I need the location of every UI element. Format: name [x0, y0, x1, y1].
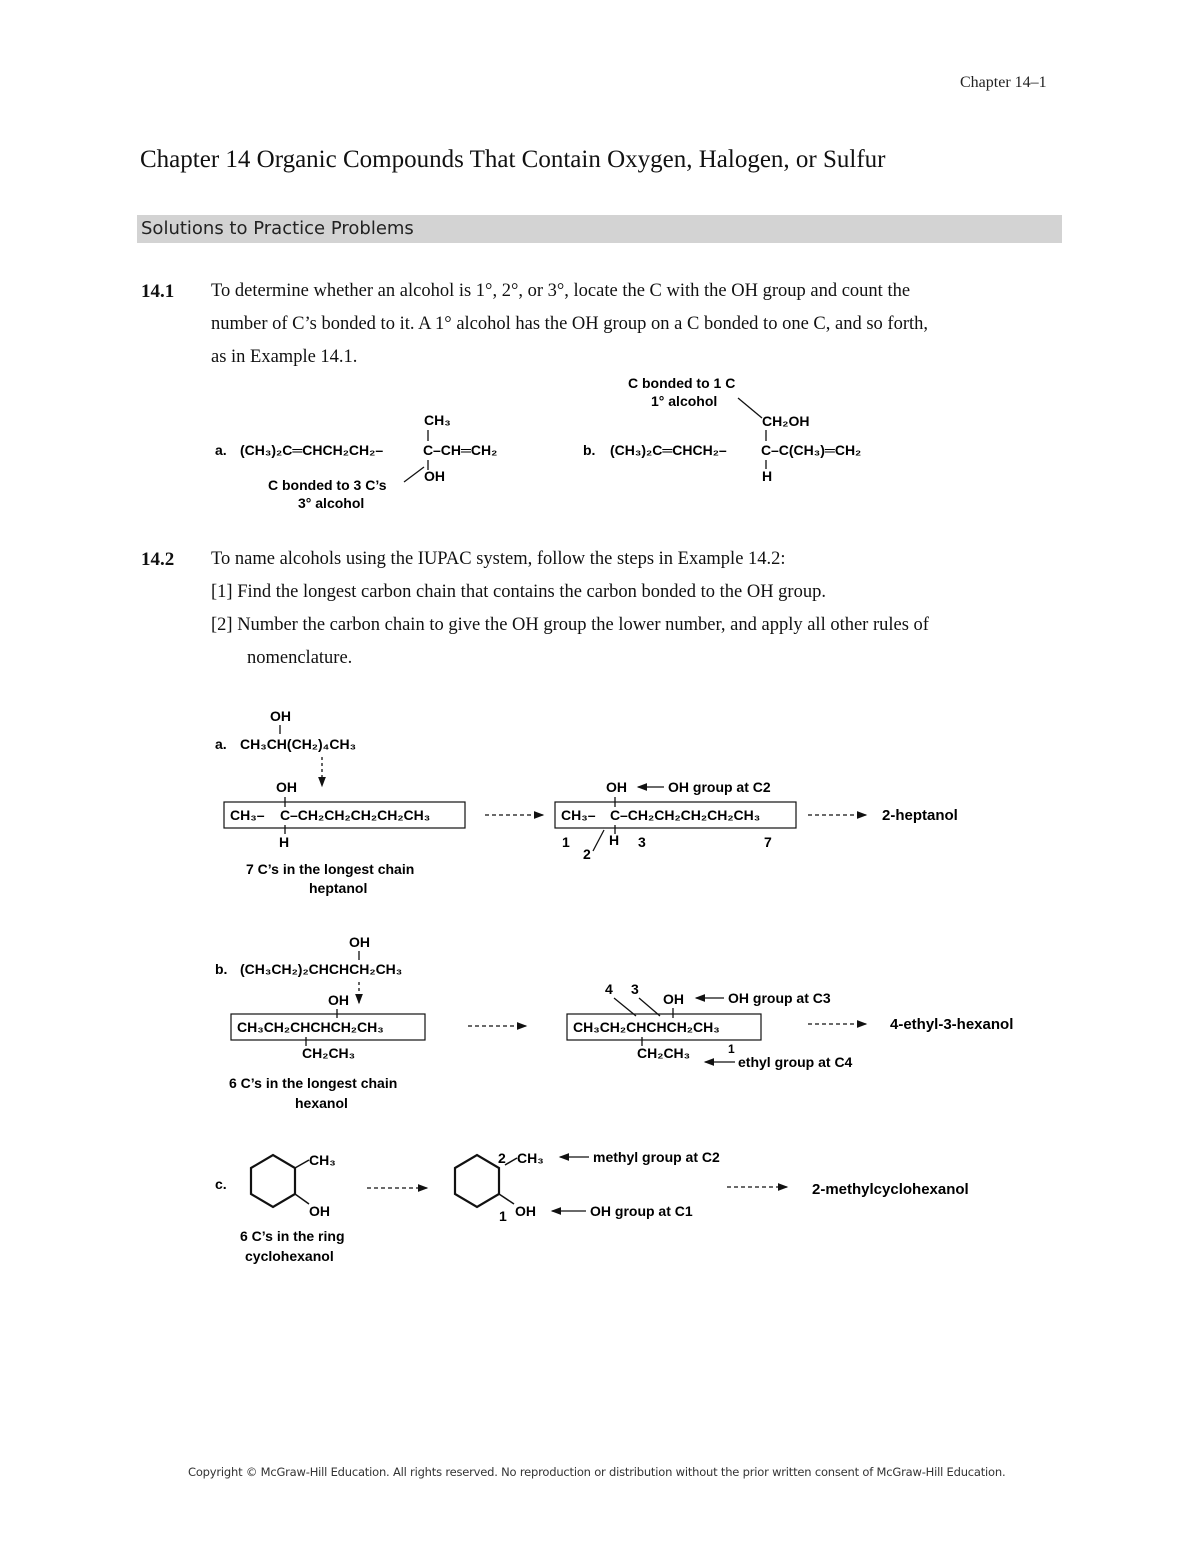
- annotation: C bonded to 3 C’s: [268, 477, 387, 493]
- pointer-line: [404, 467, 424, 482]
- cyclohexane-ring: [455, 1155, 499, 1207]
- formula-left: (CH₃)₂C═CHCH₂CH₂–: [240, 442, 384, 458]
- part-label: c.: [215, 1176, 227, 1192]
- cyclohexane-ring: [251, 1155, 295, 1207]
- pointer-line: [593, 830, 604, 851]
- figure-14-2-c: [215, 1149, 969, 1264]
- answer-name: 2-heptanol: [882, 807, 958, 824]
- substituent-oh: OH: [270, 708, 291, 724]
- annotation: 3° alcohol: [298, 495, 365, 511]
- box-formula-right: –CH₂CH₂CH₂CH₂CH₃: [290, 807, 431, 823]
- substituent-oh: OH: [663, 991, 684, 1007]
- chain-number: 4: [605, 981, 613, 997]
- hydroxyl-label: OH: [515, 1203, 536, 1219]
- substituent-bottom: OH: [424, 468, 445, 484]
- ring-number: 1: [499, 1208, 507, 1224]
- substituent-top: CH₃: [424, 412, 451, 428]
- paragraph-line: as in Example 14.1.: [211, 347, 358, 367]
- substituent-h: H: [279, 834, 290, 850]
- methyl-label: CH₃: [517, 1150, 544, 1166]
- annotation: ethyl group at C4: [738, 1054, 853, 1070]
- paragraph-line: [2] Number the carbon chain to give the OH group the lower number, and apply all other rules of: [211, 615, 929, 635]
- annotation: OH group at C2: [668, 779, 771, 795]
- figure-14-1-b: [583, 375, 861, 484]
- substituent-oh: OH: [328, 992, 349, 1008]
- part-label: a.: [215, 736, 227, 752]
- substituent-oh: OH: [276, 779, 297, 795]
- condensed-formula: (CH₃CH₂)₂CHCHCH₂CH₃: [240, 961, 403, 977]
- chain-number: 1: [562, 834, 570, 850]
- bond: [499, 1194, 514, 1204]
- section-title: Solutions to Practice Problems: [141, 218, 414, 239]
- substituent-bottom: H: [762, 468, 773, 484]
- substituent-oh: OH: [349, 934, 370, 950]
- copyright-footer: Copyright © McGraw-Hill Education. All rights reserved. No reproduction or distribution without the prior written consent of McGraw-Hill Education.: [188, 1465, 1006, 1479]
- box-formula: CH₃CH₂CHCHCH₂CH₃: [573, 1019, 720, 1035]
- branch-formula: CH₂CH₃: [637, 1045, 691, 1061]
- hydroxyl-label: OH: [309, 1203, 330, 1219]
- chain-number: 3: [631, 981, 639, 997]
- formula-right: –C(CH₃)═CH₂: [771, 442, 862, 458]
- figure-14-2-b: [215, 934, 1013, 1111]
- substituent-oh: OH: [606, 779, 627, 795]
- chain-number: 7: [764, 834, 772, 850]
- annotation: OH group at C1: [590, 1203, 693, 1219]
- part-label: b.: [583, 442, 596, 458]
- chain-number: 1: [728, 1042, 735, 1056]
- formula-left: (CH₃)₂C═CHCH₂–: [610, 442, 727, 458]
- chain-number: 3: [638, 834, 646, 850]
- box-formula-left: CH₃–: [230, 807, 265, 823]
- chain-number: 2: [583, 846, 591, 862]
- substituent-top: CH₂OH: [762, 413, 810, 429]
- paragraph-line: To name alcohols using the IUPAC system, follow the steps in Example 14.2:: [211, 549, 786, 569]
- annotation: 6 C’s in the longest chain: [229, 1075, 398, 1091]
- pointer-line: [614, 998, 636, 1016]
- figure-14-1-a: [215, 412, 497, 511]
- annotation: 6 C’s in the ring: [240, 1228, 345, 1244]
- condensed-formula: CH₃CH(CH₂)₄CH₃: [240, 736, 357, 752]
- pointer-line: [738, 398, 762, 418]
- problem-number: 14.1: [141, 281, 175, 302]
- annotation: heptanol: [309, 880, 368, 896]
- ring-number: 2: [498, 1150, 506, 1166]
- formula-right: –CH═CH₂: [433, 442, 498, 458]
- box-formula-left: CH₃–: [561, 807, 596, 823]
- box-formula-right: –CH₂CH₂CH₂CH₂CH₃: [620, 807, 761, 823]
- part-label: a.: [215, 442, 227, 458]
- paragraph-line: nomenclature.: [247, 648, 353, 668]
- annotation: 7 C’s in the longest chain: [246, 861, 415, 877]
- box-formula: CH₃CH₂CHCHCH₂CH₃: [237, 1019, 384, 1035]
- annotation: 1° alcohol: [651, 393, 718, 409]
- bond: [295, 1194, 309, 1204]
- annotation: OH group at C3: [728, 990, 831, 1006]
- answer-name: 4-ethyl-3-hexanol: [890, 1016, 1014, 1033]
- pointer-line: [639, 998, 660, 1016]
- annotation: hexanol: [295, 1095, 348, 1111]
- annotation: cyclohexanol: [245, 1248, 334, 1264]
- center-carbon: C: [423, 442, 434, 458]
- bond: [295, 1160, 309, 1168]
- annotation: methyl group at C2: [593, 1149, 720, 1165]
- paragraph-line: [1] Find the longest carbon chain that contains the carbon bonded to the OH group.: [211, 582, 826, 602]
- paragraph-line: number of C’s bonded to it. A 1° alcohol has the OH group on a C bonded to one C, and so forth,: [211, 314, 928, 334]
- paragraph-line: To determine whether an alcohol is 1°, 2°, or 3°, locate the C with the OH group and count the: [211, 281, 911, 301]
- answer-name: 2-methylcyclohexanol: [812, 1181, 969, 1198]
- bond: [505, 1158, 517, 1165]
- branch-formula: CH₂CH₃: [302, 1045, 356, 1061]
- figure-14-2-a: [215, 708, 958, 896]
- box-carbon: C: [610, 807, 621, 823]
- methyl-label: CH₃: [309, 1152, 336, 1168]
- annotation: C bonded to 1 C: [628, 375, 736, 391]
- running-head: Chapter 14–1: [960, 74, 1047, 91]
- part-label: b.: [215, 961, 228, 977]
- chapter-title: Chapter 14 Organic Compounds That Contain Oxygen, Halogen, or Sulfur: [140, 146, 886, 173]
- box-carbon: C: [280, 807, 291, 823]
- substituent-h: H: [609, 832, 620, 848]
- center-carbon: C: [761, 442, 772, 458]
- problem-number: 14.2: [141, 549, 175, 570]
